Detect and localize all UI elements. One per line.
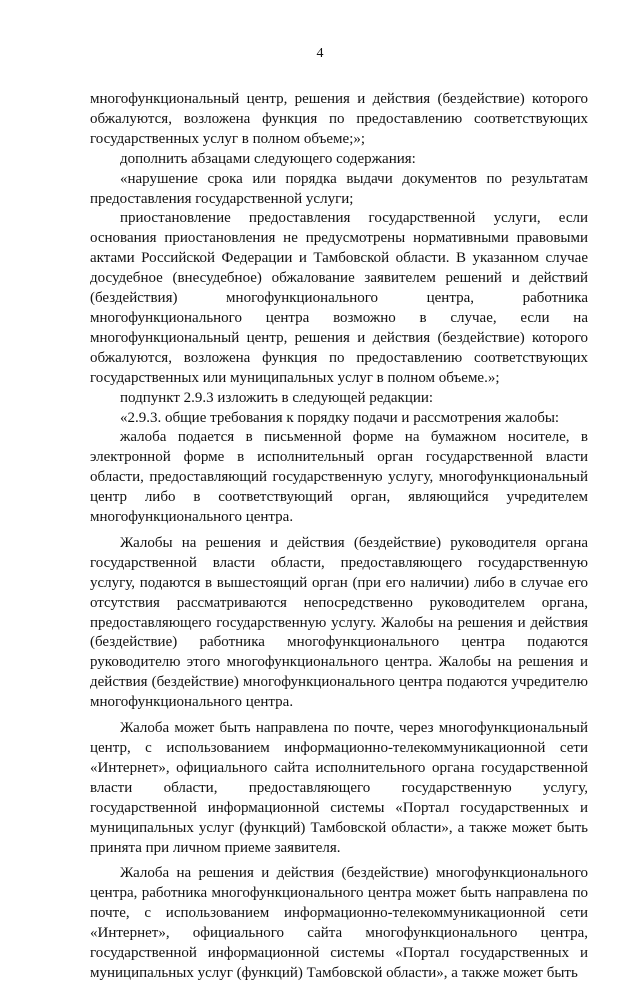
paragraph-suspension: приостановление предоставления государственной услуги, если основания приостановления не предусмотрены нормативными правовыми актами Российской Федерации и Тамбовской области. В указанном случае досудебное (внесудебное) обжалование заявителем решений и действий (бездействия) многофункционального центра, работника многофункционального центра возможно в случае, если на многофункциональный центр, решения и действия (бездействие) которого обжалуются, возложена функция по предоставлению соответствующих государственных или муниципальных услуг в полном объеме.»; xyxy=(90,210,588,386)
document-body xyxy=(90,90,588,984)
paragraph-complaint-channels: Жалоба может быть направлена по почте, через многофункциональный центр, с использованием информационно-телекоммуникационной сети «Интернет», официального сайта исполнительного органа государственной власти области, предоставляющего государственную услугу, государственной информационной системы «Портал государственных и муниципальных услуг (функций) Тамбовской области», а также может быть принята при личном приеме заявителя. xyxy=(90,720,588,856)
paragraph-instruction-add: дополнить абзацами следующего содержания: xyxy=(120,150,416,167)
paragraph-violation-term: «нарушение срока или порядка выдачи документов по результатам предоставления государственной услуги; xyxy=(90,170,588,207)
paragraph-continuation: многофункциональный центр, решения и действия (бездействие) которого обжалуются, возложена функция по предоставлению соответствующих государственных услуг в полном объеме;»; xyxy=(90,91,588,147)
paragraph-clause-title: «2.9.3. общие требования к порядку подачи и рассмотрения жалобы: xyxy=(120,409,560,426)
paragraph-complaints-head: Жалобы на решения и действия (бездействие) руководителя органа государственной власти области, предоставляющего государственную услугу, подаются в вышестоящий орган (при его наличии) либо в случае его отсутствия рассматриваются непосредственно руководителем органа, предоставляющего государственную услугу. Жалобы на решения и действия (бездействие) работника многофункционального центра подаются руководителю этого многофункционального центра. Жалобы на решения и действия (бездействие) многофункционального центра подаются учредителю многофункционального центра. xyxy=(90,534,588,711)
page-number: 4 xyxy=(316,46,324,61)
paragraph-instruction-subclause: подпункт 2.9.3 изложить в следующей редакции: xyxy=(120,389,434,406)
paragraph-mfc-complaint: Жалоба на решения и действия (бездействие) многофункционального центра, работника многофункционального центра может быть направлена по почте, с использованием информационно-телекоммуникационной сети «Интернет», официального сайта многофункционального центра, государственной информационной системы «Портал государственных и муниципальных услуг (функций) Тамбовской области», а также может быть xyxy=(90,865,588,981)
paragraph-complaint-form: жалоба подается в письменной форме на бумажном носителе, в электронной форме в исполнительный орган государственной власти области, предоставляющий государственную услугу, многофункциональный центр либо в соответствующий орган, являющийся учредителем многофункционального центра. xyxy=(90,429,588,526)
